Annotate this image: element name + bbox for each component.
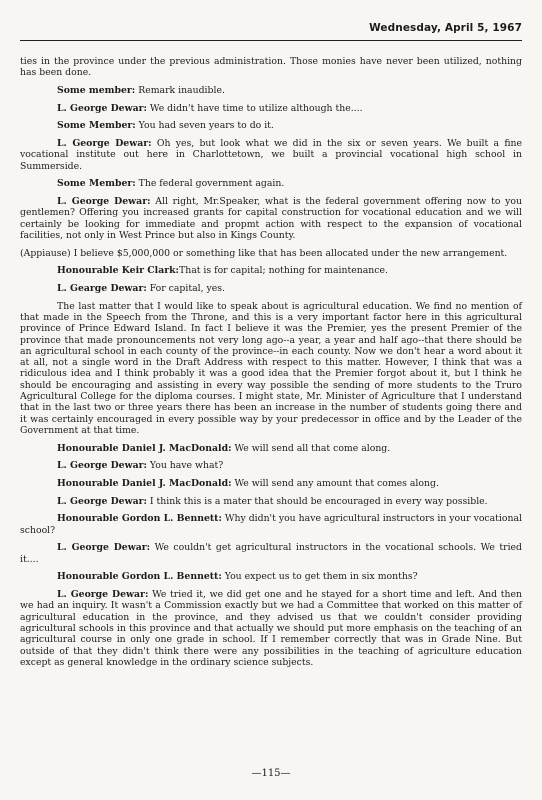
speaker-name: L. Gearge Dewar: xyxy=(57,282,147,294)
transcript-paragraph xyxy=(20,571,522,582)
speaker-name: L. George Dewar: xyxy=(57,196,151,208)
transcript-paragraph xyxy=(20,248,522,259)
paragraph-text: Oh yes, but look what we did in the six or seven years. We built a fine vocational institute out here in Charlottetown, we built a provincial vocational high school in Summerside. xyxy=(20,138,523,172)
paragraph-text: I think this is a mater that should be encouraged in every way possible. xyxy=(146,495,488,507)
paragraph-text: You had seven years to do it. xyxy=(135,120,274,132)
speaker-name: L. George Dewar: xyxy=(57,495,147,507)
transcript-paragraph xyxy=(20,138,522,172)
paragraph-text: All right, Mr.Speaker, what is the federal government offering now to you gentlemen? Offering you increased grants for capital construction for vocational education and we will certainly be looking for immediate and propmt action with respect to the expansion of vocational facilities, not only in West Prince but also in Kings County. xyxy=(20,196,523,241)
speaker-name: L. George Dewar: xyxy=(57,102,147,114)
speaker-name: L. George Dewar: xyxy=(57,460,147,472)
page-number: —115— xyxy=(251,768,291,779)
paragraph-text: (Appiause) I believe $5,000,000 or something like that has been allocated under the new arrangement. xyxy=(20,247,508,259)
speaker-name: Some Member: xyxy=(57,178,136,190)
transcript-paragraph xyxy=(20,513,522,536)
paragraph-text: The federal government again. xyxy=(135,178,285,190)
transcript-paragraph xyxy=(20,178,522,189)
transcript-paragraph xyxy=(20,496,522,507)
speaker-name: Honourable Gordon L. Bennett: xyxy=(57,571,222,583)
paragraph-text: We tried it, we did get one and he stayed for a short time and left. And then we had an inquiry. It wasn't a Commission exactly but we had a Committee that worked on this matter of agricultural education in the province, and they advised us that we couldn't consider providing agricultural schools in this province and that actually we should put more emphasis on the teaching of an agricultural course in only one grade in school. If I remember correctly that was in Grade Nine. But outside of that they didn't think there were any possibilities in the teaching of agriculture education except as general knowledge in the ordinary science subjects. xyxy=(20,589,522,668)
paragraph-text: We didn't have time to utilize although the.... xyxy=(146,102,363,114)
paragraph-text: Remark inaudible. xyxy=(135,84,225,96)
paragraph-text: You have what? xyxy=(146,460,224,472)
speaker-name: Some member: xyxy=(57,84,136,96)
transcript-body xyxy=(20,56,522,674)
paragraph-text: We will send any amount that comes along. xyxy=(231,477,439,489)
transcript-paragraph xyxy=(20,443,522,454)
paragraph-text: ties in the province under the previous administration. Those monies have never been utilized, nothing has been done. xyxy=(20,56,522,79)
speaker-name: Honourable Daniel J. MacDonald: xyxy=(57,442,232,454)
speaker-name: Some Member: xyxy=(57,120,136,132)
transcript-paragraph xyxy=(20,301,522,437)
speaker-name: Honourable Keir Clark: xyxy=(57,265,179,277)
paragraph-text: The last matter that I would like to speak about is agricultural education. We find no mention of that made in the Speech from the Throne, and this is a very important factor here in this agricultural province of Prince Edward Island. In fact I believe it was the Premier, yes the present Premier of the province that made pronouncements not very long ago--a year, a year and half ago--that there should be an agricultural school in each county of the province--in each county. Now we don't hear a word about it at all, not a single word in the Draft Address with respect to this matter. However, I think that was a ridiculous idea and I think probably it was a good idea that the Premier forgot about it, but I think he should be encouraging and assisting in every way possible the sending of more students to the Truro Agricultural College for the diploma courses. I might state, Mr. Minister of Agriculture that I understand that in the last two or three years there has been an increase in the number of students going there and it was certainly encouraged in every possible way by your predecessor in office and by the Leader of the Government at that time. xyxy=(20,300,522,436)
speaker-name: L. George Dewar: xyxy=(57,138,152,150)
paragraph-text: Why didn't you have agricultural instructors in your vocational school? xyxy=(20,513,522,536)
speaker-name: Honourable Daniel J. MacDonald: xyxy=(57,477,232,489)
speaker-name: L. George Dewar: xyxy=(57,589,149,601)
header-date: Wednesday, April 5, 1967 xyxy=(369,22,522,34)
transcript-paragraph xyxy=(20,85,522,96)
transcript-paragraph xyxy=(20,56,522,79)
transcript-paragraph xyxy=(20,478,522,489)
speaker-name: L. George Dewar: xyxy=(57,542,151,554)
paragraph-text: We will send all that come along. xyxy=(231,442,391,454)
header-rule xyxy=(20,40,522,41)
transcript-paragraph xyxy=(20,460,522,471)
speaker-name: Honourable Gordon L. Bennett: xyxy=(57,513,222,525)
transcript-paragraph xyxy=(20,542,522,565)
transcript-paragraph xyxy=(20,120,522,131)
paragraph-text: For capital, yes. xyxy=(146,282,225,294)
transcript-paragraph xyxy=(20,103,522,114)
transcript-paragraph xyxy=(20,196,522,241)
paragraph-text: That is for capital; nothing for maintenance. xyxy=(179,265,388,277)
transcript-paragraph xyxy=(20,265,522,276)
paragraph-text: We couldn't get agricultural instructors in the vocational schools. We tried it.... xyxy=(20,542,522,565)
paragraph-text: You expect us to get them in six months? xyxy=(221,571,418,583)
transcript-paragraph xyxy=(20,589,522,668)
transcript-paragraph xyxy=(20,283,522,294)
page-header xyxy=(20,22,522,34)
